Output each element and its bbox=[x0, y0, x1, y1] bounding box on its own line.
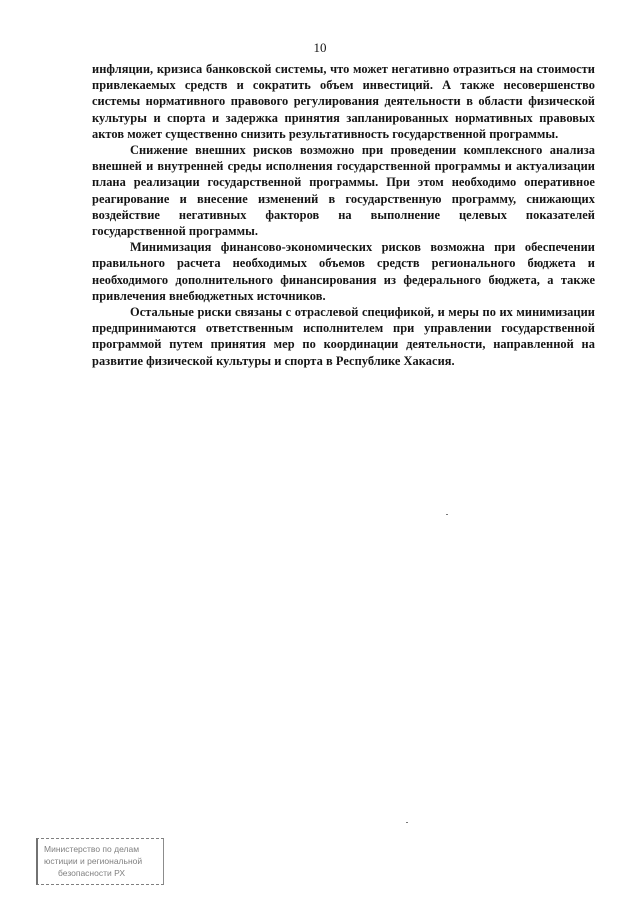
registration-stamp bbox=[36, 838, 164, 885]
page-number: 10 bbox=[313, 40, 327, 55]
stamp-line: безопасности РХ bbox=[58, 868, 126, 878]
scan-speck bbox=[406, 822, 408, 823]
document-body bbox=[92, 61, 595, 369]
paragraph-external-risks: Снижение внешних рисков возможно при проведении комплексного анализа внешней и внутренней среды исполнения государственной программы и актуализации плана реализации государственной программы. При этом необходимо оперативное реагирование и внесение изменений в государственную программу, снижающих воздействие негативных факторов на выполнение целевых показателей государственной программы. bbox=[92, 143, 595, 239]
paragraph-continuation: инфляции, кризиса банковской системы, что может негативно отразиться на стоимости привлекаемых средств и сократить объем инвестиций. А также несовершенство системы нормативного правового регулирования деятельности в области физической культуры и спорта и задержка принятия запланированных нормативных правовых актов может существенно снизить результативность государственной программы. bbox=[92, 62, 595, 141]
scan-speck bbox=[446, 514, 448, 515]
paragraph-financial-risks: Минимизация финансово-экономических рисков возможна при обеспечении правильного расчета необходимых объемов средств регионального бюджета и необходимого дополнительного финансирования из федерального бюджета, а также привлечения внебюджетных источников. bbox=[92, 240, 595, 303]
stamp-line: юстиции и региональной bbox=[44, 856, 143, 866]
paragraph-other-risks: Остальные риски связаны с отраслевой спецификой, и меры по их минимизации предпринимаются ответственным исполнителем при управлении государственной программой путем принятия мер по координации деятельности, направленной на развитие физической культуры и спорта в Республике Хакасия. bbox=[92, 305, 595, 368]
stamp-line: Министерство по делам bbox=[44, 844, 140, 854]
